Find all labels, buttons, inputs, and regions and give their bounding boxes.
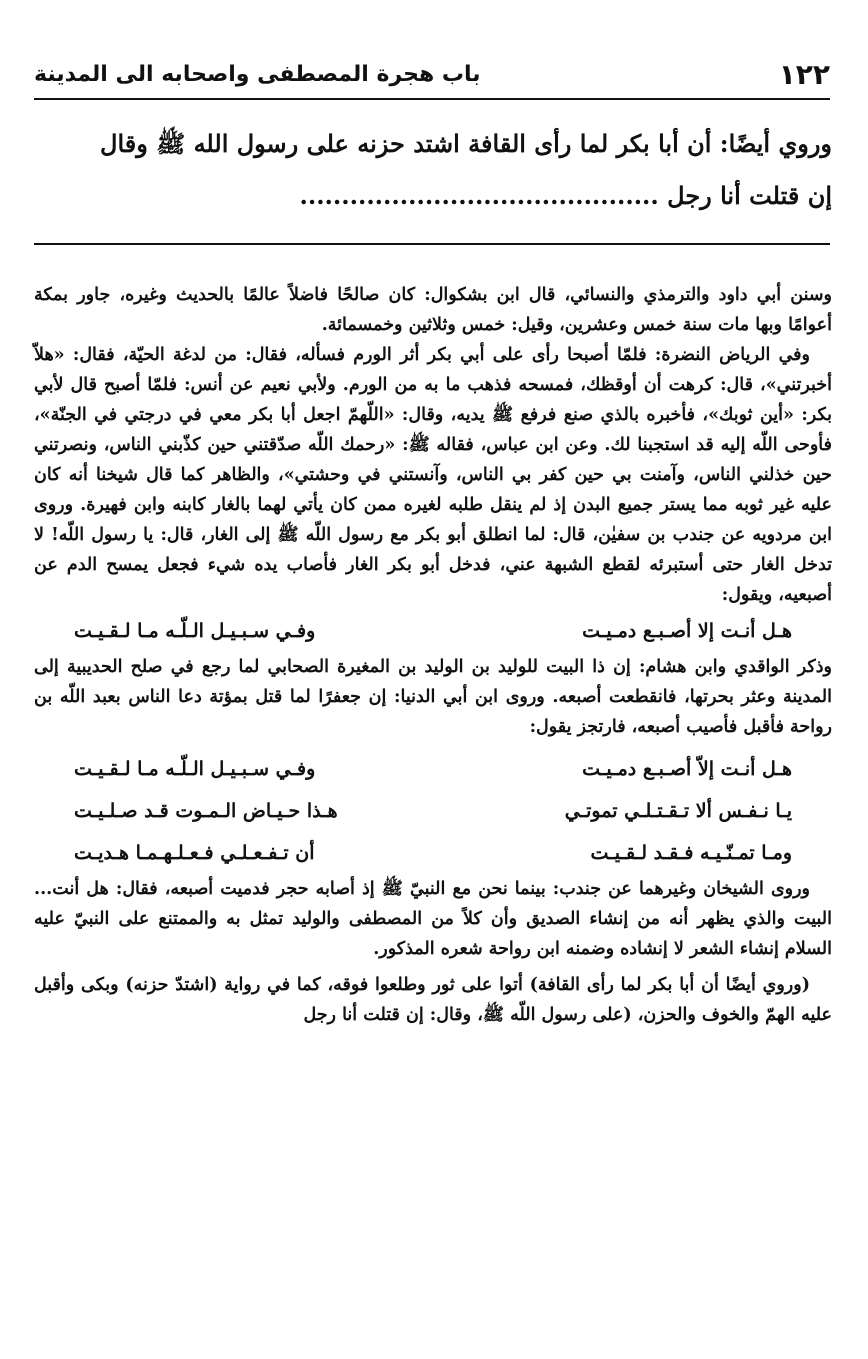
poem-line-3 xyxy=(74,832,792,874)
matn-text xyxy=(36,118,832,222)
poem-line-1 xyxy=(74,748,792,790)
matn-line-2-text: إن قتلت أنا رجل xyxy=(667,181,832,210)
matn-line-1: وروي أيضًا: أن أبا بكر لما رأى القافة اشتد حزنه على رسول الله ﷺ وقال xyxy=(100,129,832,158)
verse-hemistich-a: هـل أنـت إلا أصـبـع دمـيـت xyxy=(582,620,792,642)
commentary-paragraph-2: وفي الرياض النضرة: فلمّا أصبحا رأى على أبي بكر أثر الورم فسأله، فقال: من لدغة الحيّة، فقال: «هلاّ أخبرتني»، قال: كرهت أن أوقظك، فمسحه فذهب ما به من الورم. ولأبي نعيم عن أنس: فلمّا أصبح قال لأبي بكر: «أين ثوبك»، فأخبره بالذي صنع فرفع ﷺ يديه، وقال: «اللّهمّ اجعل أبا بكر معي في درجتي في الجنّة»، فأوحى اللّه إليه قد استجبنا لك. وعن ابن عباس، فقاله ﷺ: «رحمك اللّه صدّقتني حين كذّبني الناس، ونصرتني حين خذلني الناس، وآمنت بي حين كفر بي الناس، وآنستني في وحشتي»، والظاهر كما قال شيخنا أنه كان عليه غير ثوبه مما يستر جميع البدن إذ لم ينقل طلبه لغيره ممن كان يأتي لهما بالغار كابنه وابن فهيرة. وروى ابن مردويه عن جندب بن سفيٰن، قال: لما انطلق أبو بكر مع رسول اللّه ﷺ إلى الغار، قال: يا رسول اللّه! لا تدخل الغار حتى أستبرئه لقطع الشبهة عني، فدخل أبو بكر الغار فأصاب يده شيء فجعل يمسح الدم عن أصبعيه، ويقول: xyxy=(34,345,832,605)
commentary-paragraph-3: وذكر الواقدي وابن هشام: إن ذا البيت للوليد بن الوليد بن المغيرة الصحابي لما رجع في صلح الحديبية إلى المدينة وعثر بحرتها، فانقطعت أصبعه. وروى ابن أبي الدنيا: إن جعفرًا لما قتل بمؤتة دعا الناس بعبد اللّه بن رواحة فأقبل فأصيب أصبعه، فارتجز يقول: xyxy=(34,657,832,737)
section-rule xyxy=(34,243,830,245)
commentary-paragraph-4: وروى الشيخان وغيرهما عن جندب: بينما نحن مع النبيّ ﷺ إذ أصابه حجر فدميت أصبعه، فقال: هل أنت... البيت والذي يظهر أنه من إنشاء الصديق وأن كلاً من المصطفى والوليد تمثل به والممتنع على النبيّ عليه السلام إنشاء الشعر لا إنشاده وضمنه ابن رواحة شعره المذكور. xyxy=(34,879,832,959)
matn-line-2 xyxy=(36,170,832,222)
verse-hemistich-b: وفـي سـبـيـل الـلّـه مـا لـقـيـت xyxy=(74,620,316,642)
matn-ellipsis: ........................................... xyxy=(299,181,659,210)
page-number: ١٢٢ xyxy=(778,57,830,91)
header-rule xyxy=(34,98,830,100)
poem-hemistich-b: أن تـفـعـلـي فـعـلـهـمـا هـديـت xyxy=(74,842,315,864)
poem-hemistich-b: وفـي سـبـيـل الـلّـه مـا لـقـيـت xyxy=(74,758,316,780)
commentary-paragraph-5: (وروي أيضًا أن أبا بكر لما رأى القافة) أتوا على ثور وطلعوا فوقه، كما في رواية (اشتدّ حزنه) وبكى وأقبل عليه الهمّ والخوف والحزن، (على رسول اللّه ﷺ، وقال: إن قتلت أنا رجل xyxy=(34,975,832,1025)
running-title: باب هجرة المصطفى واصحابه الى المدينة xyxy=(34,61,481,87)
commentary-paragraph-1: وسنن أبي داود والترمذي والنسائي، قال ابن بشكوال: كان صالحًا فاضلاً عالمًا بالحديث وغيره، جاور بمكة أعوامًا وبها مات سنة خمس وعشرين، وقيل: خمس وثلاثين وخمسمائة. xyxy=(34,285,832,335)
commentary xyxy=(34,280,832,1030)
poem-hemistich-a: ومـا تمـنّـيـه فـقـد لـقـيـت xyxy=(590,842,792,864)
page-header xyxy=(34,52,830,96)
poem-hemistich-a: هـل أنـت إلاّ أصـبـع دمـيـت xyxy=(582,758,792,780)
verse-line xyxy=(74,610,792,652)
poem-hemistich-a: يـا نـفـس ألا تـقـتـلـي تموتـي xyxy=(564,800,792,822)
poem-line-2 xyxy=(74,790,792,832)
poem-hemistich-b: هـذا حـيـاض الـمـوت قـد صـلـيـت xyxy=(74,800,338,822)
